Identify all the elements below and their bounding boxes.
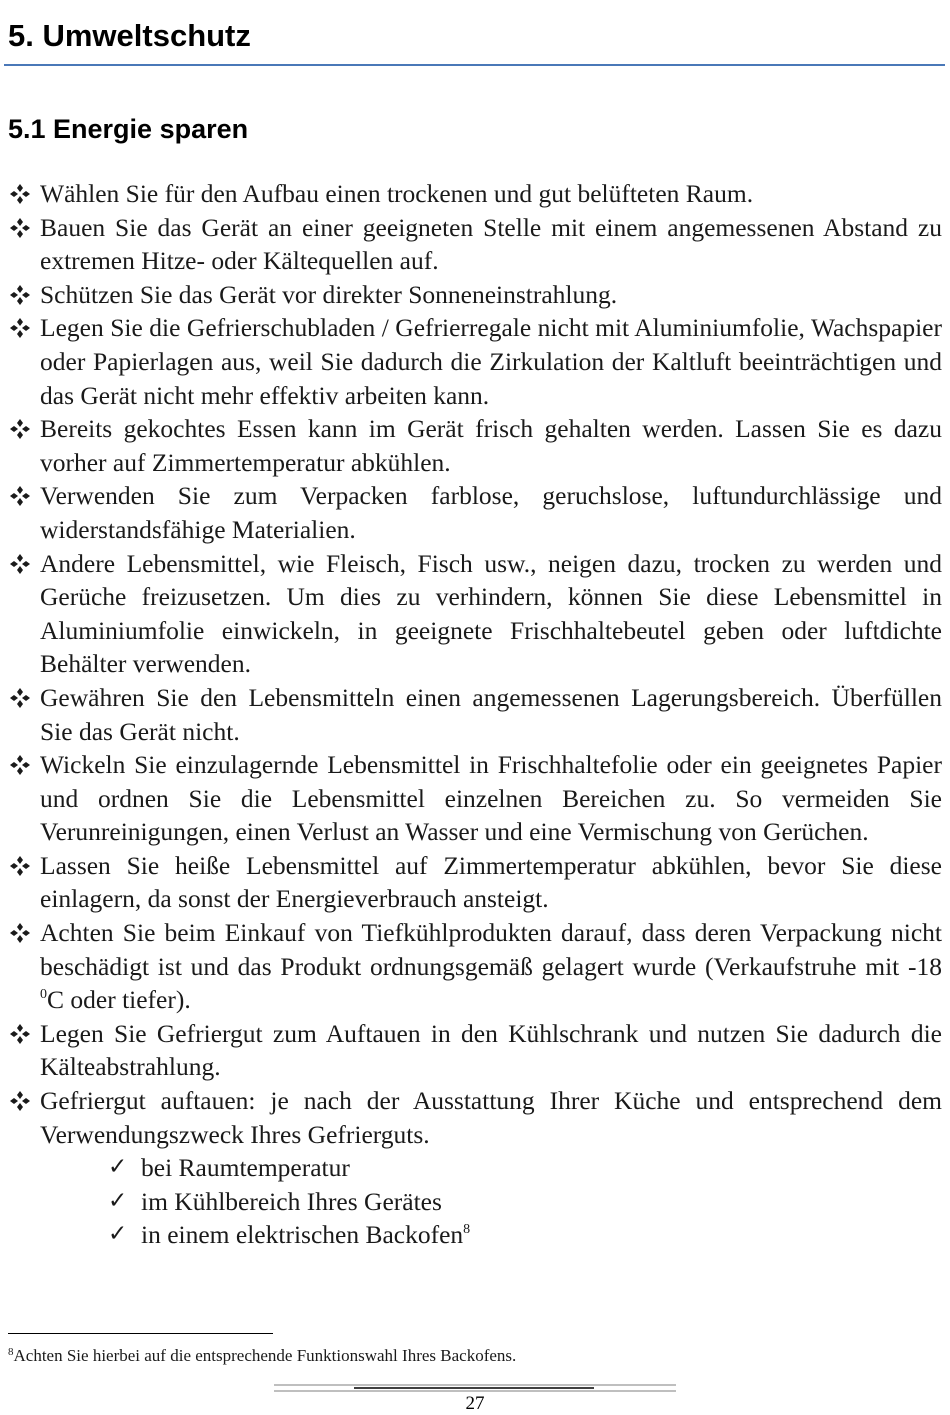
check-item bbox=[8, 1151, 942, 1185]
footnote-reference[interactable]: 8 bbox=[463, 1222, 471, 1238]
list-item bbox=[8, 211, 942, 278]
four-diamond-bullet-icon bbox=[9, 553, 31, 575]
list-item-text: Wählen Sie für den Aufbau einen trockenen und gut belüfteten Raum. bbox=[40, 179, 754, 208]
four-diamond-bullet-icon bbox=[9, 485, 31, 507]
four-diamond-bullet-icon bbox=[9, 418, 31, 440]
footnote-number: 8 bbox=[8, 1346, 14, 1358]
subsection-heading: 5.1 Energie sparen bbox=[8, 114, 249, 144]
list-item bbox=[8, 412, 942, 479]
list-item bbox=[8, 916, 942, 1017]
list-item bbox=[8, 311, 942, 412]
list-item-text: Andere Lebensmittel, wie Fleisch, Fisch usw., neigen dazu, trocken zu werden und Gerüche freizusetzen. Um dies zu verhindern, können Sie diese Lebensmittel in Aluminiumfolie einwickeln, in geeignete Frischhaltebeutel geben oder luftdichte Behälter verwenden. bbox=[40, 548, 942, 679]
checkmark-icon: ✓ bbox=[108, 1187, 128, 1214]
list-item-text: Gewähren Sie den Lebensmitteln einen angemessenen Lagerungsbereich. Überfüllen Sie das Gerät nicht. bbox=[40, 682, 942, 746]
check-list bbox=[8, 1151, 942, 1252]
check-item bbox=[8, 1185, 942, 1219]
list-item-text: Wickeln Sie einzulagernde Lebensmittel in Frischhaltefolie oder ein geeignetes Papier und ordnen Sie die Lebensmittel einzelnen Bereichen zu. So vermeiden Sie Verunreinigungen, einen Verlust an Wasser und eine Vermischung von Gerüchen. bbox=[40, 750, 942, 847]
footnote bbox=[8, 1346, 516, 1366]
list-item-text: Achten Sie beim Einkauf von Tiefkühlprodukten darauf, dass deren Verpackung nicht beschädigt ist und das Produkt ordnungsgemäß gelagert wurde (Verkaufstruhe mit -18 bbox=[40, 918, 942, 981]
four-diamond-bullet-icon bbox=[9, 687, 31, 709]
four-diamond-bullet-icon bbox=[9, 1023, 31, 1045]
four-diamond-bullet-icon bbox=[9, 754, 31, 776]
four-diamond-bullet-icon bbox=[9, 1090, 31, 1112]
checkmark-icon: ✓ bbox=[108, 1154, 128, 1181]
list-item-text: Bereits gekochtes Essen kann im Gerät frisch gehalten werden. Lassen Sie es dazu vorher auf Zimmertemperatur abkühlen. bbox=[40, 414, 942, 477]
degree-superscript: 0 bbox=[40, 987, 47, 1003]
bullet-list bbox=[8, 177, 942, 1252]
list-item bbox=[8, 748, 942, 849]
four-diamond-bullet-icon bbox=[9, 317, 31, 339]
checkmark-icon: ✓ bbox=[108, 1221, 128, 1248]
check-item bbox=[8, 1218, 942, 1252]
list-item bbox=[8, 1017, 942, 1084]
list-item-text: Bauen Sie das Gerät an einer geeigneten Stelle mit einem angemessenen Abstand zu extremen Hitze- oder Kältequellen auf. bbox=[40, 212, 942, 276]
list-item bbox=[8, 479, 942, 546]
list-item bbox=[8, 1084, 942, 1151]
four-diamond-bullet-icon bbox=[9, 855, 31, 877]
list-item bbox=[8, 177, 942, 211]
list-item-text: Gefriergut auftauen: je nach der Ausstattung Ihrer Küche und entsprechend dem Verwendungszweck Ihres Gefrierguts. bbox=[40, 1086, 942, 1149]
four-diamond-bullet-icon bbox=[9, 217, 31, 239]
list-item-text: Verwenden Sie zum Verpacken farblose, geruchslose, luftundurchlässige und widerstandsfähige Materialien. bbox=[40, 481, 942, 544]
list-item bbox=[8, 849, 942, 916]
list-item-text: Legen Sie die Gefrierschubladen / Gefrierregale nicht mit Aluminiumfolie, Wachspapier oder Papierlagen aus, weil Sie dadurch die Zirkulation der Kaltluft beeinträchtigen und das Gerät nicht mehr effektiv arbeiten kann. bbox=[40, 313, 942, 410]
four-diamond-bullet-icon bbox=[9, 183, 31, 205]
list-item-text: Schützen Sie das Gerät vor direkter Sonneneinstrahlung. bbox=[40, 279, 618, 309]
page-number: 27 bbox=[465, 1393, 485, 1414]
footnote-divider bbox=[8, 1333, 273, 1334]
check-item-text: bei Raumtemperatur bbox=[141, 1153, 350, 1183]
footnote-text: Achten Sie hierbei auf die entsprechende Funktionswahl Ihres Backofens. bbox=[13, 1346, 517, 1365]
list-item bbox=[8, 278, 942, 312]
four-diamond-bullet-icon bbox=[9, 284, 31, 306]
heading-divider bbox=[4, 64, 945, 66]
check-item-text: im Kühlbereich Ihres Gerätes bbox=[141, 1186, 442, 1216]
four-diamond-bullet-icon bbox=[9, 922, 31, 944]
section-heading: 5. Umweltschutz bbox=[8, 18, 251, 53]
list-item bbox=[8, 547, 942, 681]
list-item-text: C oder tiefer). bbox=[47, 985, 191, 1015]
list-item-text: Lassen Sie heiße Lebensmittel auf Zimmertemperatur abkühlen, bevor Sie diese einlagern, da sonst der Energieverbrauch ansteigt. bbox=[40, 850, 942, 914]
check-item-text: in einem elektrischen Backofen bbox=[141, 1220, 464, 1250]
list-item-text: Legen Sie Gefriergut zum Auftauen in den Kühlschrank und nutzen Sie dadurch die Kälteabstrahlung. bbox=[40, 1018, 942, 1082]
list-item bbox=[8, 681, 942, 748]
